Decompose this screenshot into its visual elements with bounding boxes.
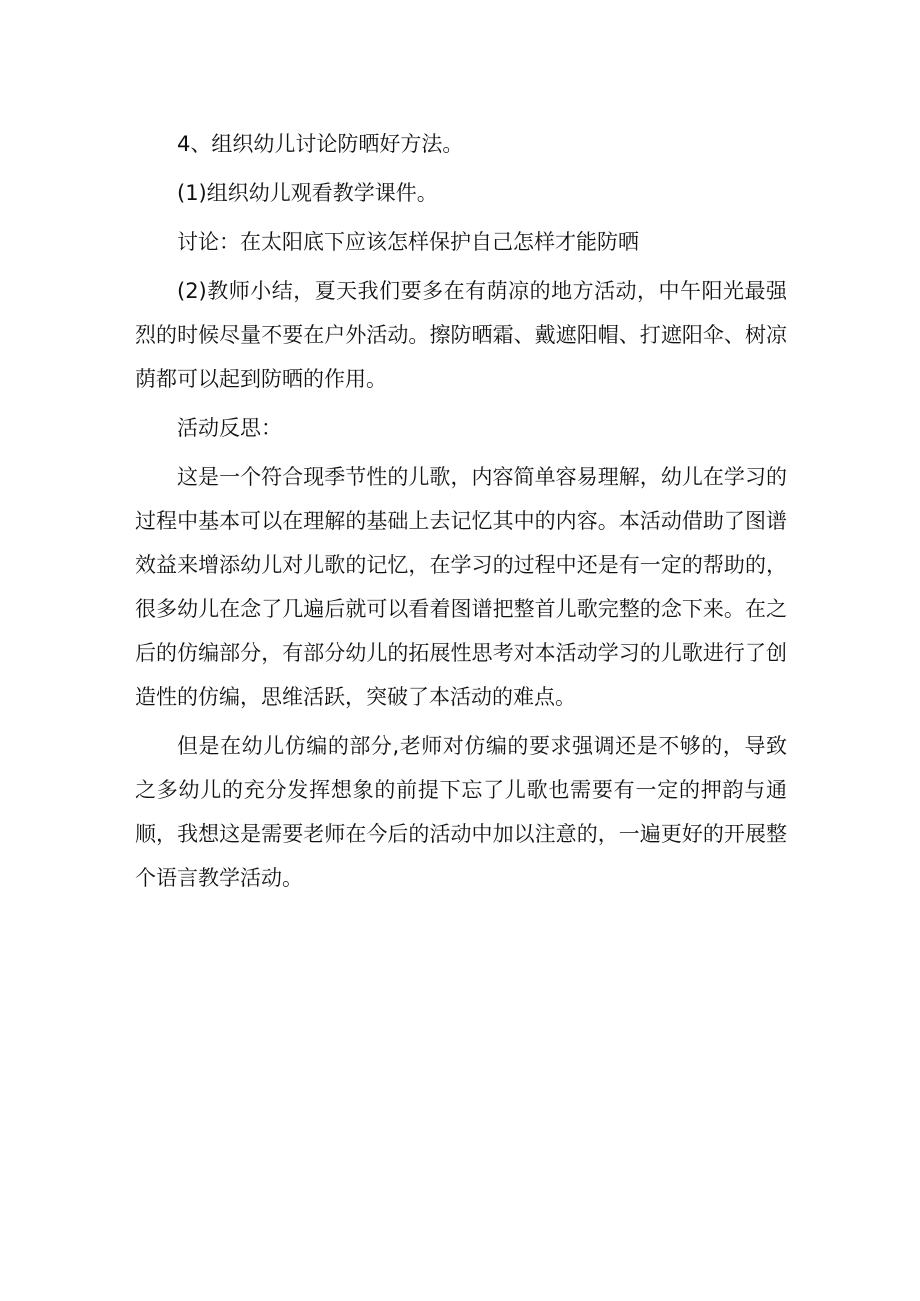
step-4-1-courseware: (1)组织幼儿观看教学课件。 bbox=[177, 181, 438, 205]
document-body bbox=[135, 122, 787, 905]
reflection-paragraph-1: 这是一个符合现季节性的儿歌，内容简单容易理解，幼儿在学习的过程中基本可以在理解的基础上去记忆其中的内容。本活动借助了图谱效益来增添幼儿对儿歌的记忆，在学习的过程中还是有一定的帮助的，很多幼儿在念了几遍后就可以看着图谱把整首儿歌完整的念下来。在之后的仿编部分，有部分幼儿的拓展性思考对本活动学习的儿歌进行了创造性的仿编，思维活跃，突破了本活动的难点。 bbox=[135, 465, 787, 709]
step-4-heading: 4、组织幼儿讨论防晒好方法。 bbox=[177, 132, 464, 156]
discussion-question: 讨论：在太阳底下应该怎样保护自己怎样才能防晒 bbox=[177, 230, 639, 254]
reflection-heading: 活动反思： bbox=[177, 416, 282, 440]
teacher-summary: (2)教师小结，夏天我们要多在有荫凉的地方活动，中午阳光最强烈的时候尽量不要在户外活动。擦防晒霜、戴遮阳帽、打遮阳伞、树凉荫都可以起到防晒的作用。 bbox=[135, 279, 787, 391]
reflection-paragraph-2: 但是在幼儿仿编的部分,老师对仿编的要求强调还是不够的，导致之多幼儿的充分发挥想象的前提下忘了儿歌也需要有一定的押韵与通顺，我想这是需要老师在今后的活动中加以注意的，一遍更好的开展整个语言教学活动。 bbox=[135, 734, 787, 890]
